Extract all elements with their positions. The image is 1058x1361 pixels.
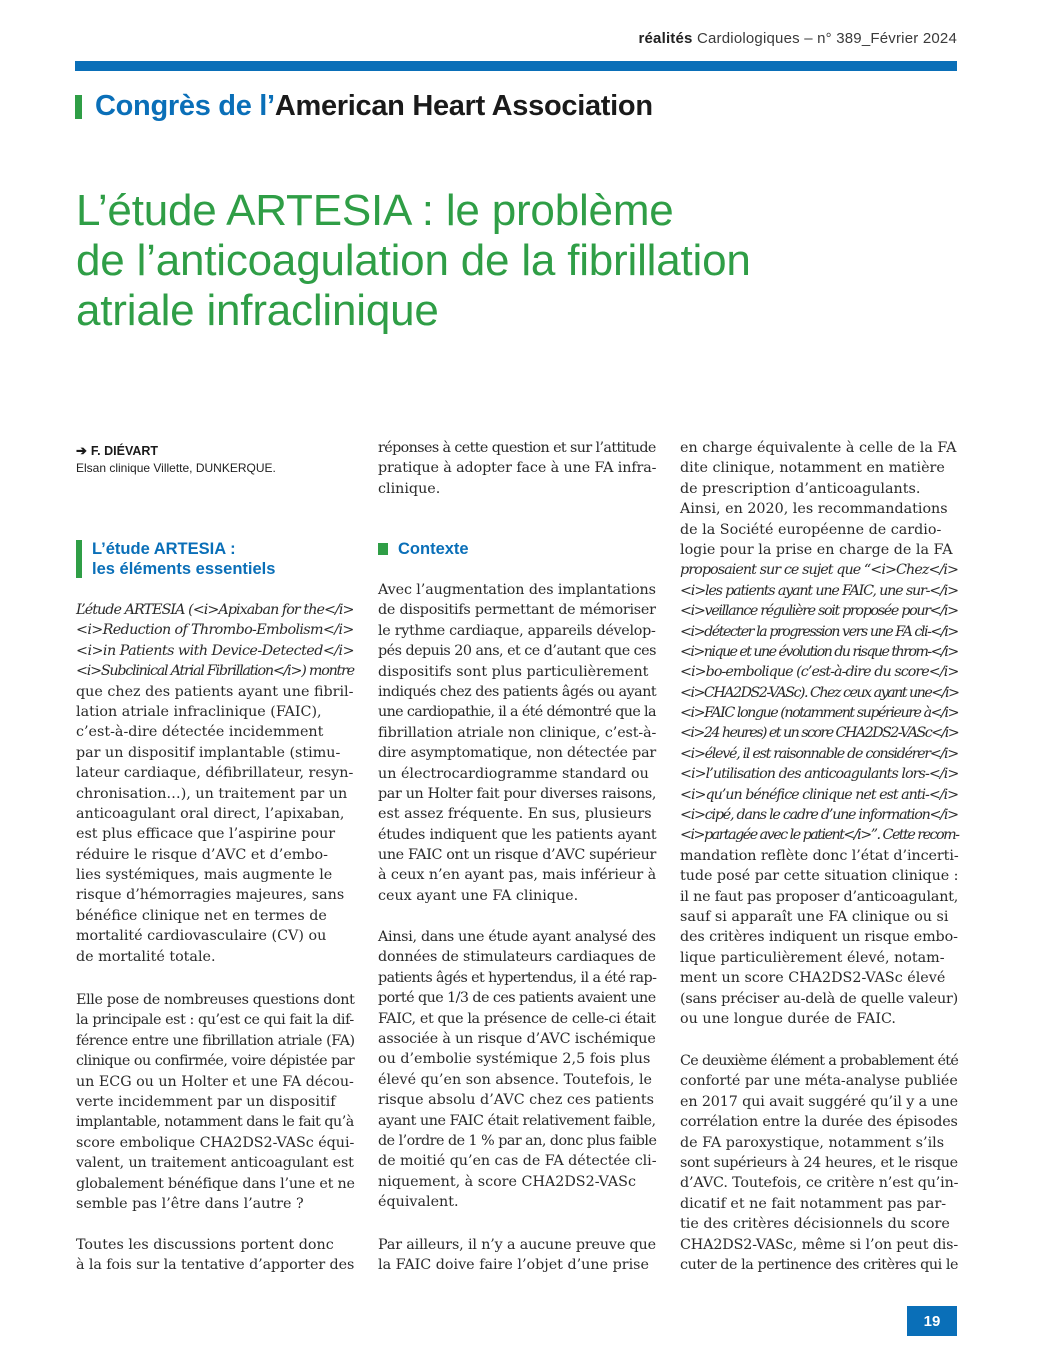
text-line: sauf si apparaît une FA clinique ou si — [680, 908, 949, 925]
text-line: conforté par une méta-analyse publiée — [680, 1073, 958, 1090]
text-line: des critères indiquent un risque embo- — [680, 929, 958, 946]
heading-line: Contexte — [398, 540, 469, 558]
text-line: réduire le risque d’AVC et d’embo- — [76, 846, 328, 863]
text-line: <i>élevé, il est raisonnable de considérer</i> — [680, 745, 958, 762]
page-number: 19 — [907, 1306, 957, 1336]
section-heading-artesia — [76, 539, 275, 579]
text-line: une cardiopathie, il a été démontré que la — [378, 704, 656, 721]
text-line: risque absolu d’AVC chez ces patients — [378, 1092, 655, 1109]
text-line: score embolique CHA2DS2-VASc équi- — [76, 1134, 355, 1151]
paragraph — [76, 1235, 354, 1276]
text-line: <i>l’utilisation des anticoagulants lors-</i> — [680, 766, 959, 783]
text-line: <i>détecter la progression vers une FA cli-</i> — [680, 623, 958, 640]
text-line: clinique ou confirmée, voire dépistée par — [76, 1053, 355, 1070]
text-line: lateur cardiaque, défibrillateur, resyn- — [76, 765, 354, 782]
text-line: pratique à adopter face à une FA infra- — [378, 460, 657, 477]
text-line: de dispositifs permettant de mémoriser — [378, 602, 656, 619]
text-line: Par ailleurs, il n’y a aucune preuve que — [378, 1237, 656, 1253]
paragraph — [378, 927, 656, 1212]
text-line: ayant une FAIC était relativement faible, — [378, 1112, 656, 1129]
journal-name-bold: réalités — [638, 30, 693, 47]
text-line: une FAIC ont un risque d’AVC supérieur — [378, 847, 656, 864]
title-line: atriale infraclinique — [76, 286, 439, 335]
text-line: <i>in Patients with Device-Detected</i> — [76, 642, 355, 659]
rubric-event: American Heart Association — [274, 90, 653, 122]
article-title — [76, 186, 956, 336]
text-line: chronisation…), un traitement par un — [76, 785, 348, 802]
text-line: de la Société européenne de cardio- — [680, 521, 942, 538]
text-line: réponses à cette question et sur l’attitude — [378, 440, 656, 456]
text-line: Ainsi, dans une étude ayant analysé des — [378, 929, 656, 945]
text-line: <i>veillance régulière soit proposée pour</i> — [680, 603, 958, 620]
text-line: <i>qu’un bénéfice clinique net est anti-</i> — [680, 786, 959, 803]
text-line: associée à un risque d’AVC ischémique — [378, 1030, 656, 1047]
text-line: c’est-à-dire détectée incidemment — [76, 724, 324, 741]
running-head — [638, 30, 957, 47]
text-line: un ECG ou un Holter et une FA décou- — [76, 1073, 354, 1090]
text-line: dite clinique, notamment en matière — [680, 460, 945, 477]
text-line: la FAIC doive faire l’objet d’une prise — [378, 1257, 649, 1274]
text-line: dire asymptomatique, non détectée par — [378, 745, 656, 762]
text-line: le rythme cardiaque, appareils dévelop- — [378, 622, 656, 639]
text-line: à ceux n’en ayant pas, mais inférieur à — [378, 867, 657, 884]
text-line: verte incidemment par un dispositif — [76, 1093, 336, 1110]
text-line: FAIC, et que la présence de celle-ci était — [378, 1010, 656, 1027]
text-line: par un Holter fait pour diverses raisons, — [378, 785, 657, 802]
text-line: Ainsi, en 2020, les recommandations — [680, 501, 948, 518]
arrow-icon: ➔ — [76, 443, 87, 458]
text-line: Ce deuxième élément a probablement été — [680, 1053, 959, 1069]
text-line: dispositifs sont plus particulièrement — [378, 663, 649, 680]
paragraph — [76, 990, 354, 1214]
text-line: (sans préciser au-delà de quelle valeur) — [680, 990, 958, 1007]
author-name-line — [76, 443, 276, 459]
paragraph — [76, 600, 354, 967]
heading-line: L’étude ARTESIA : — [92, 540, 236, 558]
text-line: sont supérieurs à 24 heures, et le risque — [680, 1154, 958, 1171]
text-line: <i>bo-embolique (c’est-à-dire du score</i> — [680, 664, 959, 681]
author-block — [76, 443, 276, 475]
text-line: <i>les patients ayant une FAIC, une sur-</i> — [680, 582, 958, 599]
text-line: implantable, notamment dans le fait qu’à — [76, 1114, 354, 1131]
text-line: un électrocardiogramme standard ou — [378, 765, 649, 782]
text-line: <i>Reduction of Thrombo-Embolism</i> — [76, 622, 354, 639]
text-line: lique particulièrement élevé, notam- — [680, 949, 945, 966]
text-line: en 2017 qui avait suggéré qu’il y a une — [680, 1093, 958, 1110]
text-line: Avec l’augmentation des implantations — [378, 582, 656, 598]
journal-issue: Cardiologiques – n° 389_Février 2024 — [696, 30, 957, 47]
text-line: logie pour la prise en charge de la FA — [680, 541, 953, 558]
text-line: clinique. — [378, 480, 441, 497]
title-line: L’étude ARTESIA : le problème — [76, 186, 674, 235]
text-line: mandation reflète donc l’état d’incerti- — [680, 847, 959, 864]
text-line: il ne faut pas proposer d’anticoagulant, — [680, 888, 959, 905]
text-line: données de stimulateurs cardiaques de — [378, 949, 656, 966]
text-line: en charge équivalente à celle de la FA — [680, 440, 957, 456]
text-line: de moitié qu’en cas de FA détectée cli- — [378, 1153, 657, 1170]
text-line: pés depuis 20 ans, et ce d’autant que ces — [378, 643, 656, 660]
text-line: est assez fréquente. En sus, plusieurs — [378, 806, 652, 823]
text-line: <i>FAIC longue (notamment supérieure à</i> — [680, 705, 959, 722]
text-line: <i>Subclinical Atrial Fibrillation</i>) montre — [76, 663, 354, 680]
text-line: Toutes les discussions portent donc — [76, 1237, 334, 1253]
text-line: études indiquent que les patients ayant — [378, 826, 657, 843]
text-line: patients âgés et hypertendus, il a été rap- — [378, 969, 657, 986]
text-line: équivalent. — [378, 1194, 459, 1211]
title-line: de l’anticoagulation de la fibrillation — [76, 236, 751, 285]
paragraph — [378, 1235, 656, 1276]
text-line: L’étude ARTESIA (<i>Apixaban for the</i> — [76, 602, 354, 618]
text-line: lies systémiques, mais augmente le — [76, 867, 333, 884]
text-line: ou une longue durée de FAIC. — [680, 1010, 896, 1027]
text-line: corrélation entre la durée des épisodes — [680, 1114, 958, 1131]
text-line: indiqués chez des patients âgés ou ayant — [378, 683, 657, 700]
text-line: porté que 1/3 de ces patients avaient une — [378, 990, 656, 1007]
text-line: ou d’embolie systémique 2,5 fois plus — [378, 1051, 651, 1068]
text-line: mortalité cardiovasculaire (CV) ou — [76, 928, 327, 945]
text-line: Elle pose de nombreuses questions dont — [76, 992, 355, 1008]
text-line: anticoagulant oral direct, l’apixaban, — [76, 805, 345, 822]
text-line: à la fois sur la tentative d’apporter des — [76, 1257, 355, 1274]
text-line: <i>nique et une évolution du risque throm-</i> — [680, 643, 958, 660]
text-line: la principale est : qu’est ce qui fait la dif- — [76, 1012, 354, 1029]
section-heading-contexte — [378, 539, 469, 559]
text-line: que chez des patients ayant une fibril- — [76, 683, 354, 700]
text-line: <i>CHA2DS2-VASc). Chez ceux ayant une</i> — [680, 684, 959, 701]
author-name: F. DIÉVART — [90, 444, 159, 458]
paragraph — [680, 438, 958, 1029]
text-line: <i>partagée avec le patient</i>”. Cette recom- — [680, 827, 959, 844]
text-line: férence entre une fibrillation atriale (FA) — [76, 1032, 355, 1049]
text-line: de mortalité totale. — [76, 948, 216, 965]
text-line: de prescription d’anticoagulants. — [680, 480, 921, 497]
text-line: valent, un traitement anticoagulant est — [76, 1155, 354, 1172]
text-line: cuter de la pertinence des critères qui le — [680, 1256, 959, 1273]
paragraph — [680, 1051, 958, 1275]
text-line: CHA2DS2-VASc, même si l’on peut dis- — [680, 1236, 959, 1253]
section-rubric — [75, 90, 653, 123]
text-line: <i>24 heures) et un score CHA2DS2-VASc</i> — [680, 725, 959, 742]
author-affiliation: Elsan clinique Villette, DUNKERQUE. — [76, 461, 276, 475]
heading-marker — [76, 540, 82, 578]
text-line: tie des critères décisionnels du score — [680, 1216, 950, 1233]
rubric-prefix: Congrès de l’ — [95, 90, 275, 122]
text-line: niquement, à score CHA2DS2-VASc — [378, 1173, 636, 1190]
text-line: par un dispositif implantable (stimu- — [76, 744, 341, 761]
header-rule — [75, 61, 957, 71]
text-line: dicatif et ne fait notamment pas par- — [680, 1195, 947, 1212]
text-line: semble pas l’être dans l’autre ? — [76, 1195, 304, 1212]
text-line: d’AVC. Toutefois, ce critère n’est qu’in- — [680, 1175, 959, 1192]
paragraph — [378, 438, 656, 499]
text-line: de l’ordre de 1 % par an, donc plus faible — [378, 1132, 657, 1149]
text-line: est plus efficace que l’aspirine pour — [76, 826, 336, 843]
text-line: <i>cipé, dans le cadre d’une information</i> — [680, 807, 958, 824]
text-line: ceux ayant une FA clinique. — [378, 887, 579, 904]
text-line: lation atriale infraclinique (FAIC), — [76, 703, 322, 720]
rubric-marker — [75, 95, 82, 119]
heading-marker — [378, 543, 388, 555]
text-line: risque d’hémorragies majeures, sans — [76, 887, 345, 904]
text-line: élevé qu’en son absence. Toutefois, le — [378, 1071, 653, 1088]
paragraph — [378, 580, 656, 906]
text-line: ment un score CHA2DS2-VASc élevé — [680, 970, 946, 987]
text-line: tude posé par cette situation clinique : — [680, 868, 959, 885]
text-line: fibrillation atriale non clinique, c’est-à- — [378, 724, 657, 741]
text-line: de FA paroxystique, notamment s’ils — [680, 1134, 945, 1151]
text-line: proposaient sur ce sujet que “<i>Chez</i> — [680, 562, 959, 579]
heading-line: les éléments essentiels — [92, 560, 276, 578]
text-line: bénéfice clinique net en termes de — [76, 907, 327, 924]
text-line: globalement bénéfique dans l’une et ne — [76, 1175, 355, 1192]
